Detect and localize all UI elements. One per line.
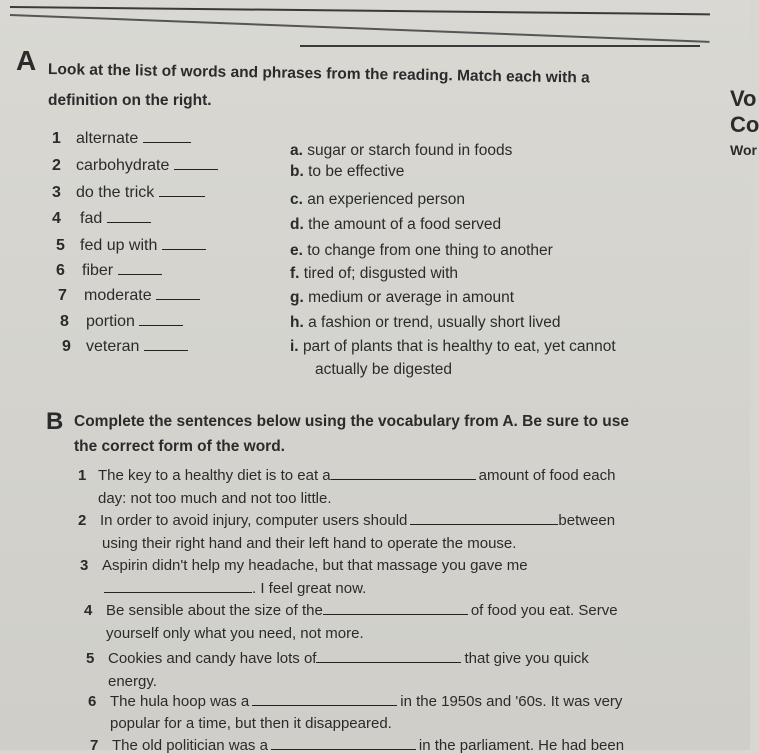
sentence-text: In order to avoid injury, computer users should bbox=[100, 512, 408, 529]
definition-b bbox=[290, 163, 404, 181]
top-rule-1 bbox=[10, 6, 710, 15]
sentence-text: The key to a healthy diet is to eat a bbox=[98, 467, 331, 484]
sentence-number: 4 bbox=[84, 602, 93, 619]
definition-i-continuation: actually be digested bbox=[315, 361, 453, 378]
sentence-text: Cookies and candy have lots of bbox=[108, 650, 317, 667]
sentence-number: 7 bbox=[90, 737, 99, 754]
answer-blank[interactable] bbox=[104, 580, 252, 593]
top-rule-3 bbox=[300, 45, 700, 47]
definition-h bbox=[290, 314, 561, 332]
sidebar-subheading: Wor bbox=[730, 142, 757, 158]
word-label: fad bbox=[80, 210, 103, 227]
answer-blank[interactable] bbox=[331, 467, 476, 480]
sentence-1-line2: day: not too much and not too little. bbox=[98, 490, 332, 507]
sentence-7-line1 bbox=[90, 737, 624, 754]
sentence-text: between bbox=[558, 512, 616, 529]
word-number: 4 bbox=[52, 210, 61, 227]
sentence-4-line2: yourself only what you need, not more. bbox=[106, 625, 364, 642]
sentence-number: 1 bbox=[78, 467, 87, 484]
definition-letter: c. bbox=[290, 191, 303, 208]
sidebar-heading-2: Co bbox=[730, 112, 759, 137]
word-label: fed up with bbox=[80, 237, 158, 254]
word-number: 5 bbox=[56, 237, 65, 254]
answer-blank[interactable] bbox=[410, 512, 558, 525]
word-item-4 bbox=[52, 210, 151, 228]
definition-text: tired of; disgusted with bbox=[303, 265, 459, 282]
word-number: 8 bbox=[60, 313, 69, 330]
word-item-5 bbox=[56, 237, 206, 255]
word-number: 1 bbox=[52, 130, 61, 147]
answer-blank[interactable] bbox=[252, 693, 397, 706]
definition-letter: d. bbox=[290, 216, 304, 233]
sentence-text: Be sensible about the size of the bbox=[106, 602, 323, 619]
sentence-5-line2: energy. bbox=[108, 673, 157, 690]
word-item-1 bbox=[52, 130, 191, 148]
word-label: fiber bbox=[82, 262, 114, 279]
sentence-text: The old politician was a bbox=[112, 737, 268, 754]
section-a-letter: A bbox=[16, 45, 37, 76]
word-label: moderate bbox=[84, 287, 152, 304]
definition-letter: a. bbox=[290, 142, 303, 159]
answer-blank[interactable] bbox=[162, 237, 206, 250]
answer-blank[interactable] bbox=[139, 313, 183, 326]
definition-text: to be effective bbox=[308, 163, 405, 180]
word-label: do the trick bbox=[76, 184, 155, 201]
answer-blank[interactable] bbox=[144, 338, 188, 351]
word-item-9 bbox=[62, 338, 188, 356]
word-item-2 bbox=[52, 157, 218, 175]
definition-letter: f. bbox=[290, 265, 300, 282]
word-label: carbohydrate bbox=[76, 157, 170, 174]
word-item-8 bbox=[60, 313, 183, 331]
word-label: portion bbox=[86, 313, 135, 330]
sentence-5-line1 bbox=[86, 650, 589, 667]
definition-d bbox=[290, 216, 501, 234]
sentence-text: . I feel great now. bbox=[252, 580, 367, 597]
sidebar-heading-1: Vo bbox=[730, 86, 757, 111]
answer-blank[interactable] bbox=[156, 287, 200, 300]
sentence-number: 5 bbox=[86, 650, 95, 667]
sentence-text: in the parliament. He had been bbox=[418, 737, 625, 754]
definition-i bbox=[290, 338, 616, 356]
sentence-1-line1 bbox=[78, 467, 615, 484]
sentence-number: 2 bbox=[78, 512, 87, 529]
answer-blank[interactable] bbox=[271, 737, 416, 750]
top-rule-2 bbox=[10, 14, 710, 43]
definition-text: medium or average in amount bbox=[308, 289, 515, 306]
definition-letter: i. bbox=[290, 338, 299, 355]
word-label: alternate bbox=[76, 130, 139, 147]
answer-blank[interactable] bbox=[118, 262, 162, 275]
definition-letter: e. bbox=[290, 242, 303, 259]
sentence-4-line1 bbox=[84, 602, 618, 619]
word-number: 7 bbox=[58, 287, 67, 304]
sentence-text: amount of food each bbox=[478, 467, 616, 484]
sentence-text: of food you eat. Serve bbox=[470, 602, 618, 619]
definition-f bbox=[290, 265, 458, 283]
word-number: 9 bbox=[62, 338, 71, 355]
section-b-letter: B bbox=[46, 408, 64, 435]
definition-text: the amount of a food served bbox=[308, 216, 502, 233]
word-number: 3 bbox=[52, 184, 61, 201]
sentence-text: in the 1950s and '60s. It was very bbox=[400, 693, 623, 710]
definition-e bbox=[290, 242, 553, 260]
answer-blank[interactable] bbox=[143, 130, 191, 143]
sentence-text: that give you quick bbox=[464, 650, 589, 667]
word-item-7 bbox=[58, 287, 200, 305]
sentence-6-line1 bbox=[88, 693, 622, 710]
definition-g bbox=[290, 289, 514, 307]
definition-letter: h. bbox=[290, 314, 304, 331]
answer-blank[interactable] bbox=[323, 602, 468, 615]
section-b-instruction-line2: the correct form of the word. bbox=[74, 438, 285, 455]
word-number: 2 bbox=[52, 157, 61, 174]
word-item-6 bbox=[56, 262, 162, 280]
sentence-text: Aspirin didn't help my headache, but that massage you gave me bbox=[102, 557, 528, 574]
definition-text: an experienced person bbox=[307, 191, 465, 208]
sentence-6-line2: popular for a time, but then it disappeared. bbox=[110, 715, 392, 732]
definition-text: sugar or starch found in foods bbox=[307, 142, 513, 159]
definition-text: to change from one thing to another bbox=[307, 242, 553, 259]
answer-blank[interactable] bbox=[174, 157, 218, 170]
sentence-2-line2: using their right hand and their left hand to operate the mouse. bbox=[102, 535, 517, 552]
sentence-3-line2 bbox=[104, 580, 366, 597]
section-b-instruction-line1: Complete the sentences below using the vocabulary from A. Be sure to use bbox=[74, 413, 629, 430]
answer-blank[interactable] bbox=[107, 210, 151, 223]
definition-a bbox=[290, 142, 512, 160]
answer-blank[interactable] bbox=[316, 650, 461, 663]
sentence-text: The hula hoop was a bbox=[110, 693, 250, 710]
sentence-number: 3 bbox=[80, 557, 89, 574]
definition-text: a fashion or trend, usually short lived bbox=[308, 314, 561, 331]
word-label: veteran bbox=[86, 338, 140, 355]
section-a-instruction-line1: Look at the list of words and phrases from the reading. Match each with a bbox=[47, 61, 590, 87]
definition-text: part of plants that is healthy to eat, yet cannot bbox=[302, 338, 616, 355]
definition-letter: g. bbox=[290, 289, 304, 306]
word-number: 6 bbox=[56, 262, 65, 279]
definition-c bbox=[290, 191, 465, 209]
word-item-3 bbox=[52, 184, 205, 202]
definition-letter: b. bbox=[290, 163, 304, 180]
answer-blank[interactable] bbox=[159, 184, 205, 197]
sentence-number: 6 bbox=[88, 693, 97, 710]
section-a-instruction-line2: definition on the right. bbox=[48, 92, 212, 109]
sentence-2-line1 bbox=[78, 512, 615, 529]
sentence-3-line1 bbox=[80, 557, 528, 574]
